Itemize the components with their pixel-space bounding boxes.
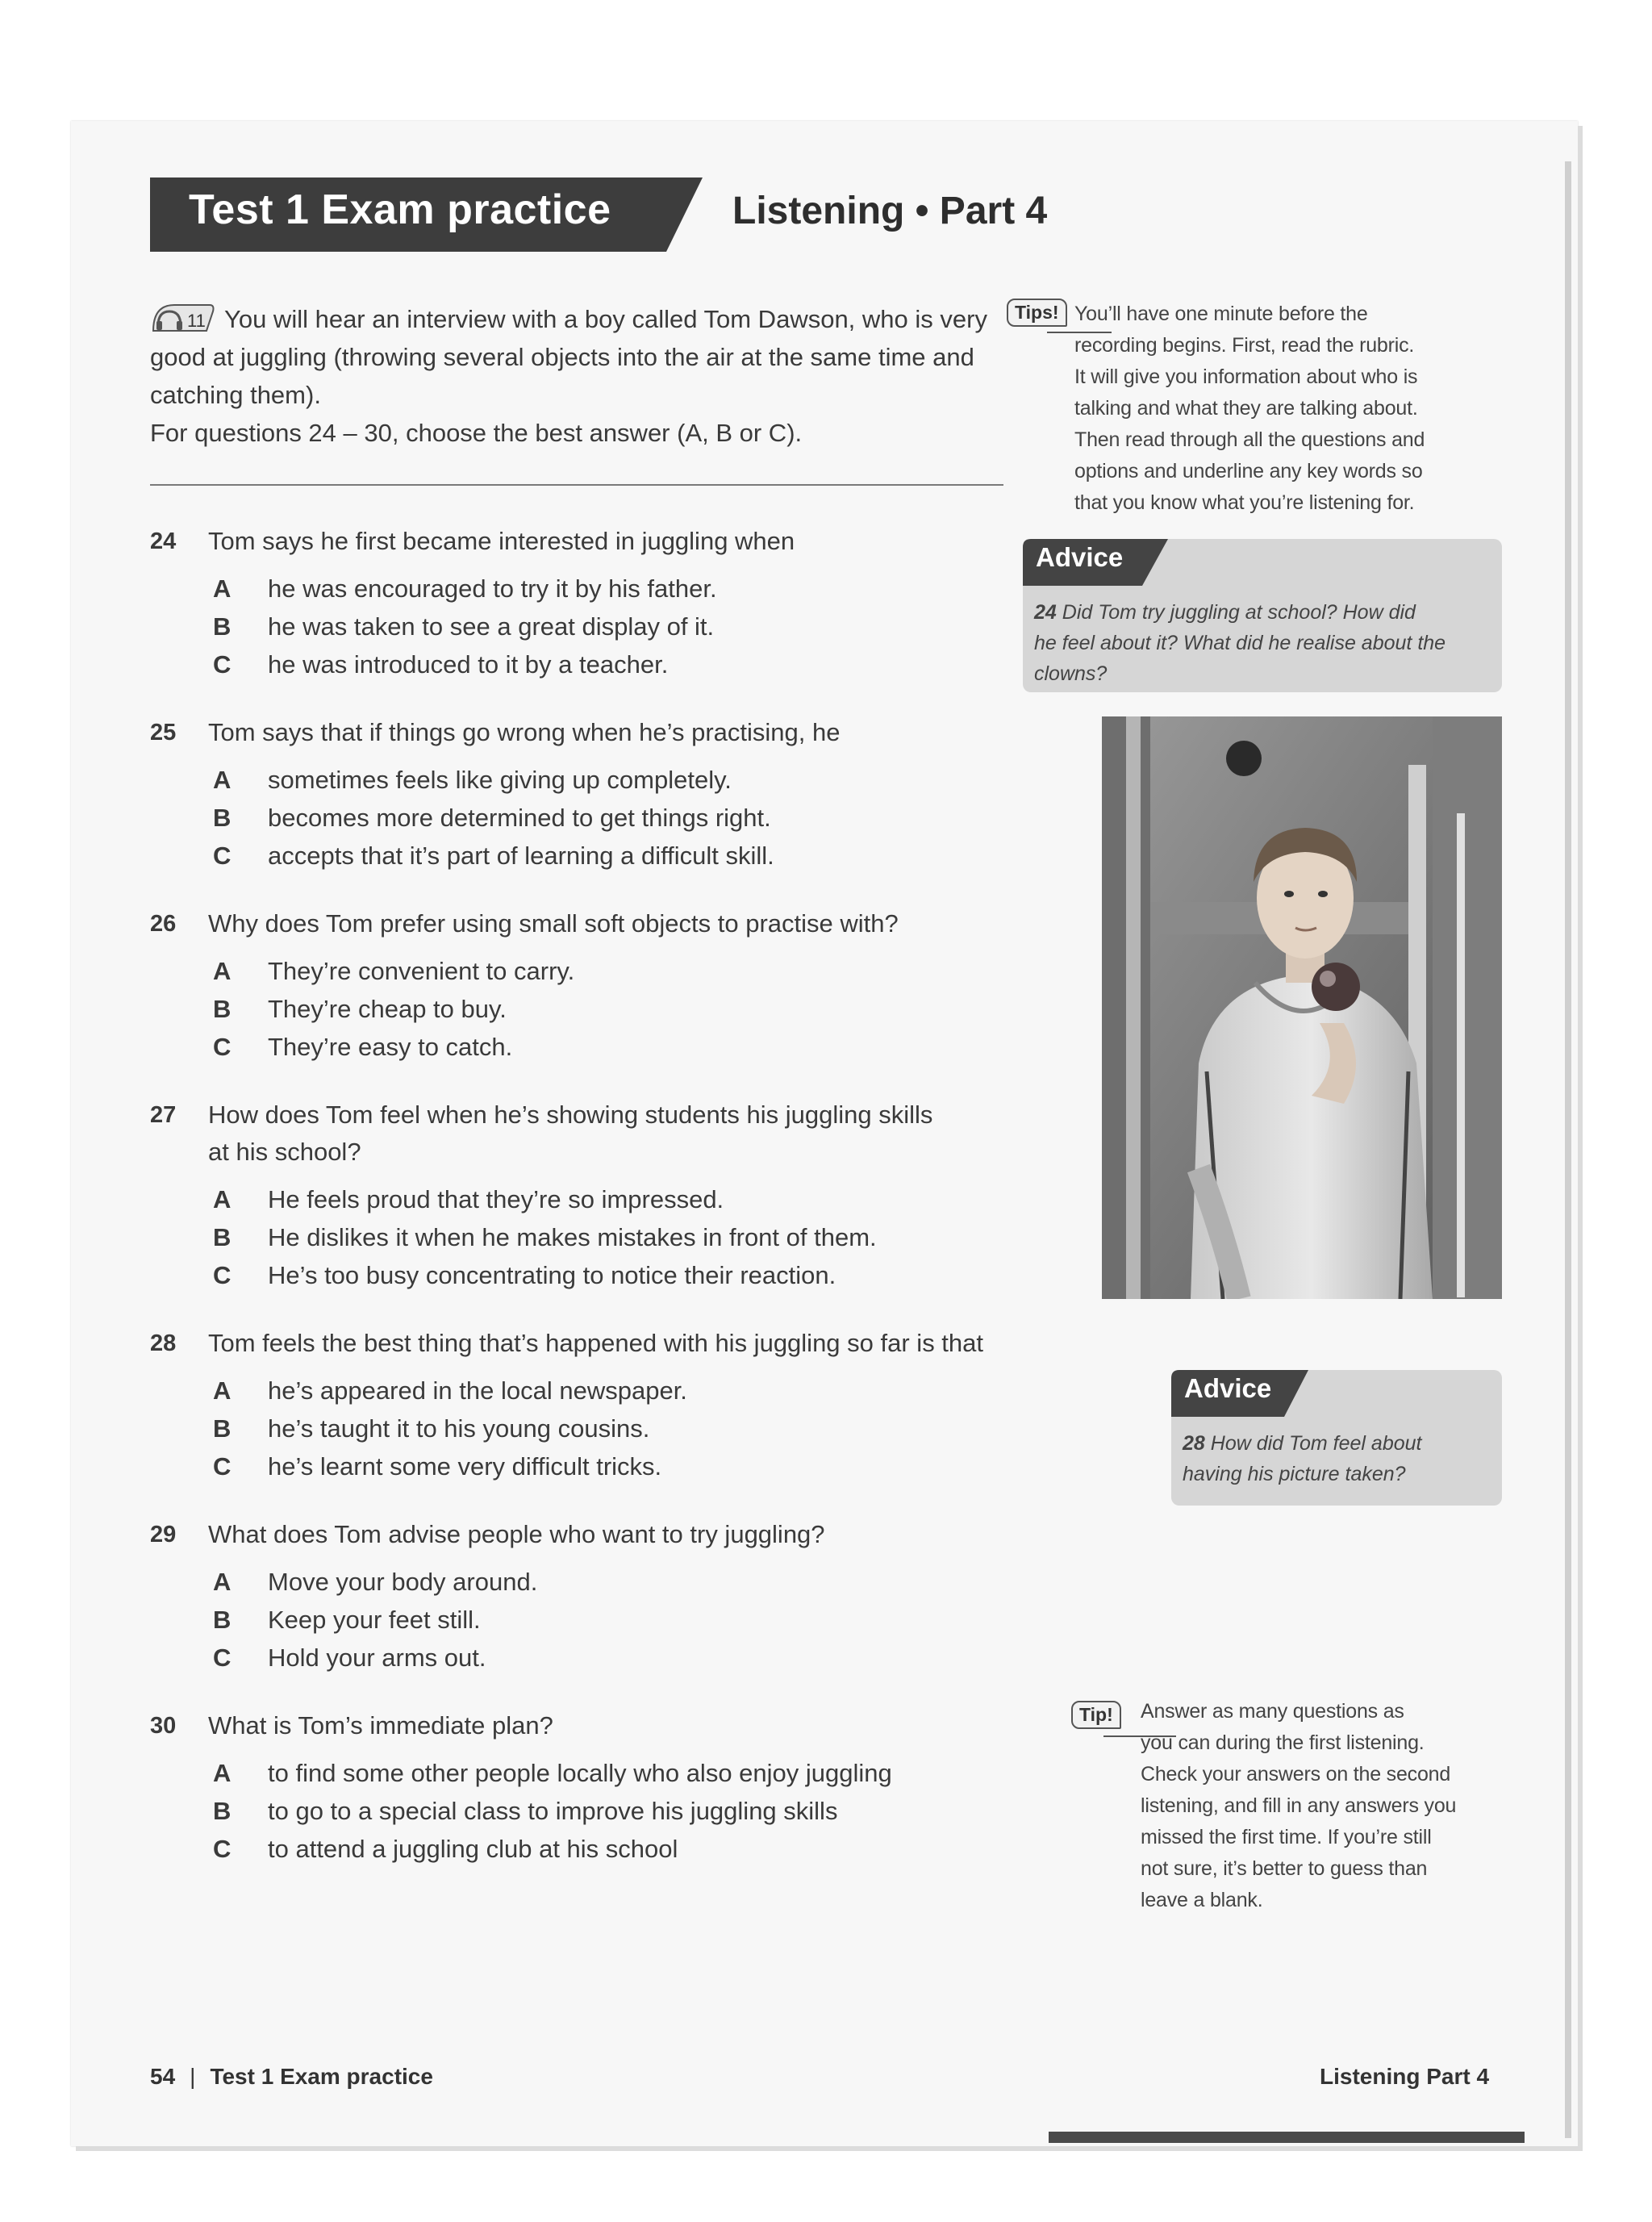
- option-a[interactable]: A to find some other people locally who also enjoy juggling: [213, 1759, 892, 1787]
- question-number: 25: [150, 720, 177, 746]
- page-edge-dark: [1049, 2132, 1525, 2143]
- option-c[interactable]: C He’s too busy concentrating to notice their reaction.: [213, 1261, 836, 1289]
- option-c[interactable]: C accepts that it’s part of learning a difficult skill.: [213, 842, 774, 870]
- page-edge-shadow: [1565, 161, 1571, 2138]
- option-a[interactable]: A he’s appeared in the local newspaper.: [213, 1376, 687, 1405]
- option-b[interactable]: B he’s taught it to his young cousins.: [213, 1414, 650, 1443]
- option-c[interactable]: C Hold your arms out.: [213, 1644, 486, 1672]
- advice-box-24: [1023, 539, 1502, 692]
- option-b[interactable]: B They’re cheap to buy.: [213, 995, 507, 1023]
- question-number: 24: [150, 528, 177, 554]
- question-stem: What is Tom’s immediate plan?: [208, 1711, 553, 1740]
- question-24: [150, 523, 1118, 683]
- header-tab-title: Test 1 Exam practice: [189, 186, 611, 233]
- question-stem-line: at his school?: [208, 1138, 361, 1166]
- question-25: [150, 714, 1118, 875]
- footer-left: [150, 2064, 433, 2090]
- advice-text: 24 Did Tom try juggling at school? How did he feel about it? What did he realise about the clowns?: [1034, 601, 1446, 685]
- option-a[interactable]: A Move your body around.: [213, 1568, 538, 1596]
- option-b[interactable]: B he was taken to see a great display of it.: [213, 612, 715, 641]
- tip-box: [1071, 1696, 1507, 1930]
- question-30: [150, 1707, 1118, 1868]
- advice-text: 28 How did Tom feel about having his picture taken?: [1183, 1432, 1422, 1485]
- option-c[interactable]: C he was introduced to it by a teacher.: [213, 650, 669, 679]
- question-number: 28: [150, 1330, 177, 1356]
- question-stem: Why does Tom prefer using small soft objects to practise with?: [208, 909, 899, 938]
- question-stem: [208, 1096, 1118, 1171]
- page-number: 54: [150, 2064, 176, 2089]
- intro-block: [150, 300, 1005, 452]
- option-a[interactable]: A he was encouraged to try it by his father.: [213, 574, 717, 603]
- question-stem-line: How does Tom feel when he’s showing students his juggling skills: [208, 1101, 933, 1129]
- question-number: 30: [150, 1713, 177, 1739]
- tips-box: [1007, 299, 1507, 524]
- footer-left-label: Test 1 Exam practice: [210, 2064, 433, 2089]
- option-c[interactable]: C to attend a juggling club at his school: [213, 1835, 678, 1863]
- advice-title: Advice: [1036, 542, 1124, 572]
- boy-juggling-photo: [1102, 716, 1502, 1299]
- advice-number: 28: [1183, 1432, 1205, 1455]
- divider-rule: [150, 484, 1003, 486]
- advice-box-28: [1171, 1370, 1502, 1506]
- intro-text: You will hear an interview with a boy called Tom Dawson, who is very good at juggling (throwing several objects into the air at the same time and catching them).: [150, 305, 987, 409]
- tips-badge: Tips!: [1007, 299, 1067, 327]
- question-list: [150, 523, 1118, 1868]
- question-stem: Tom feels the best thing that’s happened with his juggling so far is that: [208, 1329, 984, 1357]
- option-b[interactable]: B becomes more determined to get things right.: [213, 804, 771, 832]
- option-a[interactable]: A They’re convenient to carry.: [213, 957, 575, 985]
- footer-right-label: Listening Part 4: [1320, 2064, 1490, 2089]
- question-stem: Tom says that if things go wrong when he’s practising, he: [208, 718, 841, 746]
- question-27: [150, 1096, 1118, 1294]
- footer-divider: |: [190, 2064, 196, 2089]
- question-number: 29: [150, 1522, 177, 1547]
- tip-text: Answer as many questions as you can during the first listening. Check your answers on the second listening, and fill in any answers you missed the first time. If you’re still not sure, it’s better to guess than leave a blank.: [1141, 1700, 1457, 1911]
- option-a[interactable]: A He feels proud that they’re so impressed.: [213, 1185, 724, 1213]
- question-28: [150, 1325, 1118, 1485]
- option-b[interactable]: B He dislikes it when he makes mistakes in front of them.: [213, 1223, 877, 1251]
- advice-number: 24: [1034, 601, 1057, 624]
- advice-title: Advice: [1184, 1373, 1272, 1403]
- tip-badge: Tip!: [1071, 1701, 1121, 1729]
- question-stem: What does Tom advise people who want to try juggling?: [208, 1520, 825, 1548]
- audio-track-icon: [150, 302, 218, 334]
- option-b[interactable]: B Keep your feet still.: [213, 1606, 481, 1634]
- track-number: 11: [187, 311, 206, 331]
- question-26: [150, 905, 1118, 1066]
- question-stem: Tom says he first became interested in juggling when: [208, 527, 795, 555]
- option-c[interactable]: C he’s learnt some very difficult tricks.: [213, 1452, 662, 1481]
- option-c[interactable]: C They’re easy to catch.: [213, 1033, 513, 1061]
- tips-text: You’ll have one minute before the recording begins. First, read the rubric. It will give you information about who is talking and what they are talking about. Then read through all the questions and options and underline any key words so that you know what you’re listening for.: [1074, 303, 1425, 514]
- option-b[interactable]: B to go to a special class to improve his juggling skills: [213, 1797, 838, 1825]
- question-29: [150, 1516, 1118, 1677]
- option-a[interactable]: A sometimes feels like giving up completely.: [213, 766, 732, 794]
- intro-instruction: For questions 24 – 30, choose the best answer (A, B or C).: [150, 419, 803, 447]
- question-number: 27: [150, 1102, 177, 1128]
- section-title: Listening • Part 4: [732, 190, 1048, 232]
- question-number: 26: [150, 911, 177, 937]
